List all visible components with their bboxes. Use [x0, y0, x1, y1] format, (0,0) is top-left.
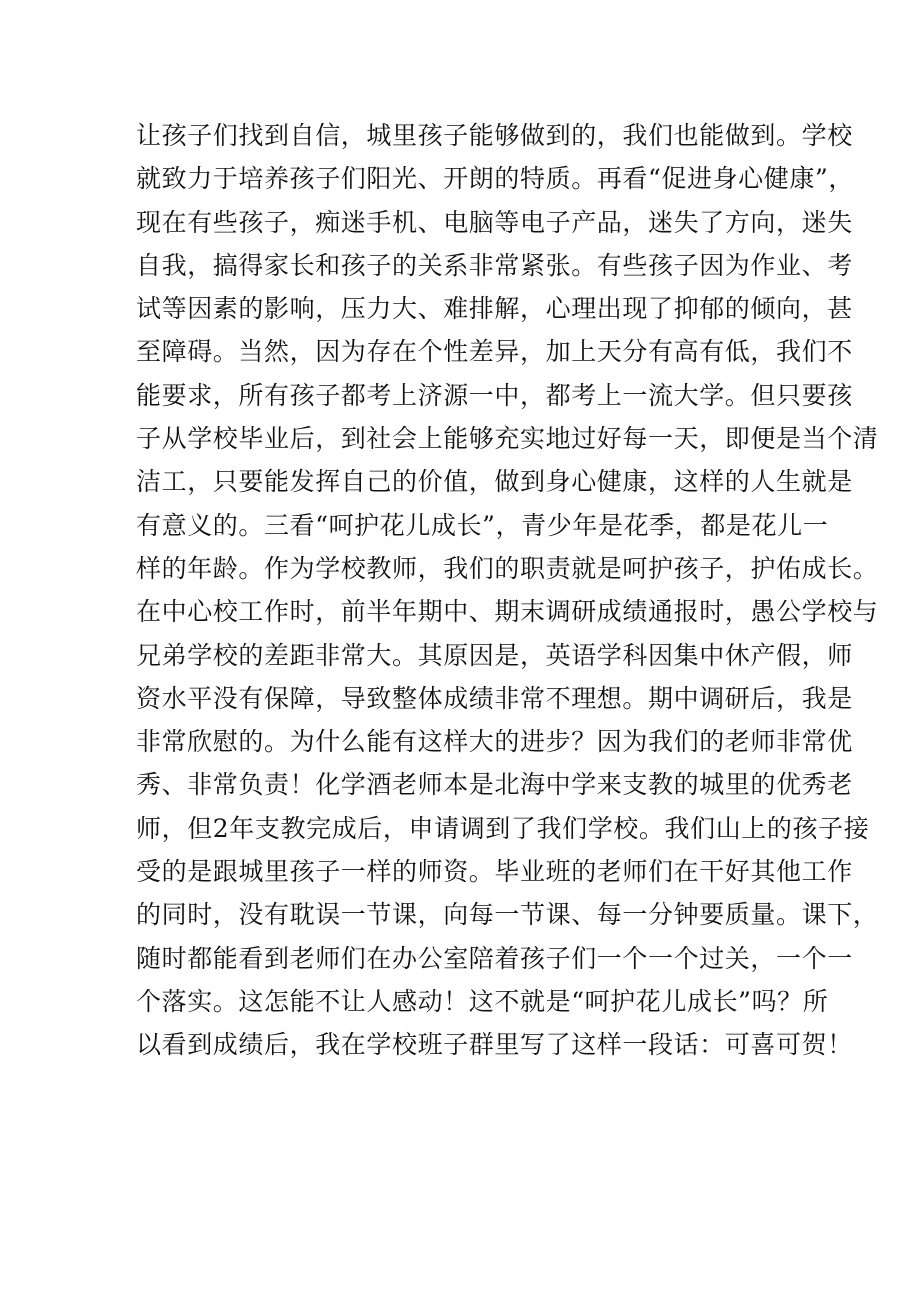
text-line: 就致力于培养孩子们阳光、开朗的特质。再看“促进身心健康”， [136, 164, 854, 194]
text-line: 随时都能看到老师们在办公室陪着孩子们一个一个过关，一个一 [136, 943, 853, 973]
text-line: 兄弟学校的差距非常大。其原因是，英语学科因集中休产假，师 [136, 640, 853, 670]
text-line: 受的是跟城里孩子一样的师资。毕业班的老师们在干好其他工作 [136, 857, 853, 887]
text-line: 在中心校工作时，前半年期中、期末调研成绩通报时，愚公学校与 [136, 597, 879, 627]
text-line: 师，但2年支教完成后，申请调到了我们学校。我们山上的孩子接 [136, 813, 870, 843]
text-line: 洁工，只要能发挥自己的价值，做到身心健康，这样的人生就是 [136, 467, 853, 497]
text-line: 子从学校毕业后，到社会上能够充实地过好每一天，即便是当个清 [136, 424, 879, 454]
text-line: 自我，搞得家长和孩子的关系非常紧张。有些孩子因为作业、考 [136, 250, 853, 280]
text-line: 现在有些孩子，痴迷手机、电脑等电子产品，迷失了方向，迷失 [136, 207, 853, 237]
text-line: 秀、非常负责！化学酒老师本是北海中学来支教的城里的优秀老 [136, 770, 853, 800]
text-line: 非常欣慰的。为什么能有这样大的进步？因为我们的老师非常优 [136, 727, 853, 757]
text-line: 个落实。这怎能不让人感动！这不就是“呵护花儿成长”吗？所 [136, 986, 829, 1016]
text-line: 至障碍。当然，因为存在个性差异，加上天分有高有低，我们不 [136, 337, 853, 367]
body-text [136, 114, 879, 1067]
text-line: 试等因素的影响，压力大、难排解，心理出现了抑郁的倾向，甚 [136, 294, 853, 324]
text-line: 有意义的。三看“呵护花儿成长”，青少年是花季，都是花儿一 [136, 510, 829, 540]
text-line: 能要求，所有孩子都考上济源一中，都考上一流大学。但只要孩 [136, 380, 853, 410]
text-line: 资水平没有保障，导致整体成绩非常不理想。期中调研后，我是 [136, 683, 853, 713]
text-line: 样的年龄。作为学校教师，我们的职责就是呵护孩子，护佑成长。 [136, 553, 879, 583]
text-line: 让孩子们找到自信，城里孩子能够做到的，我们也能做到。学校 [136, 121, 853, 150]
text-line: 的同时，没有耽误一节课，向每一节课、每一分钟要质量。课下， [136, 900, 879, 930]
text-line: 以看到成绩后，我在学校班子群里写了这样一段话：可喜可贺！ [136, 1030, 853, 1060]
